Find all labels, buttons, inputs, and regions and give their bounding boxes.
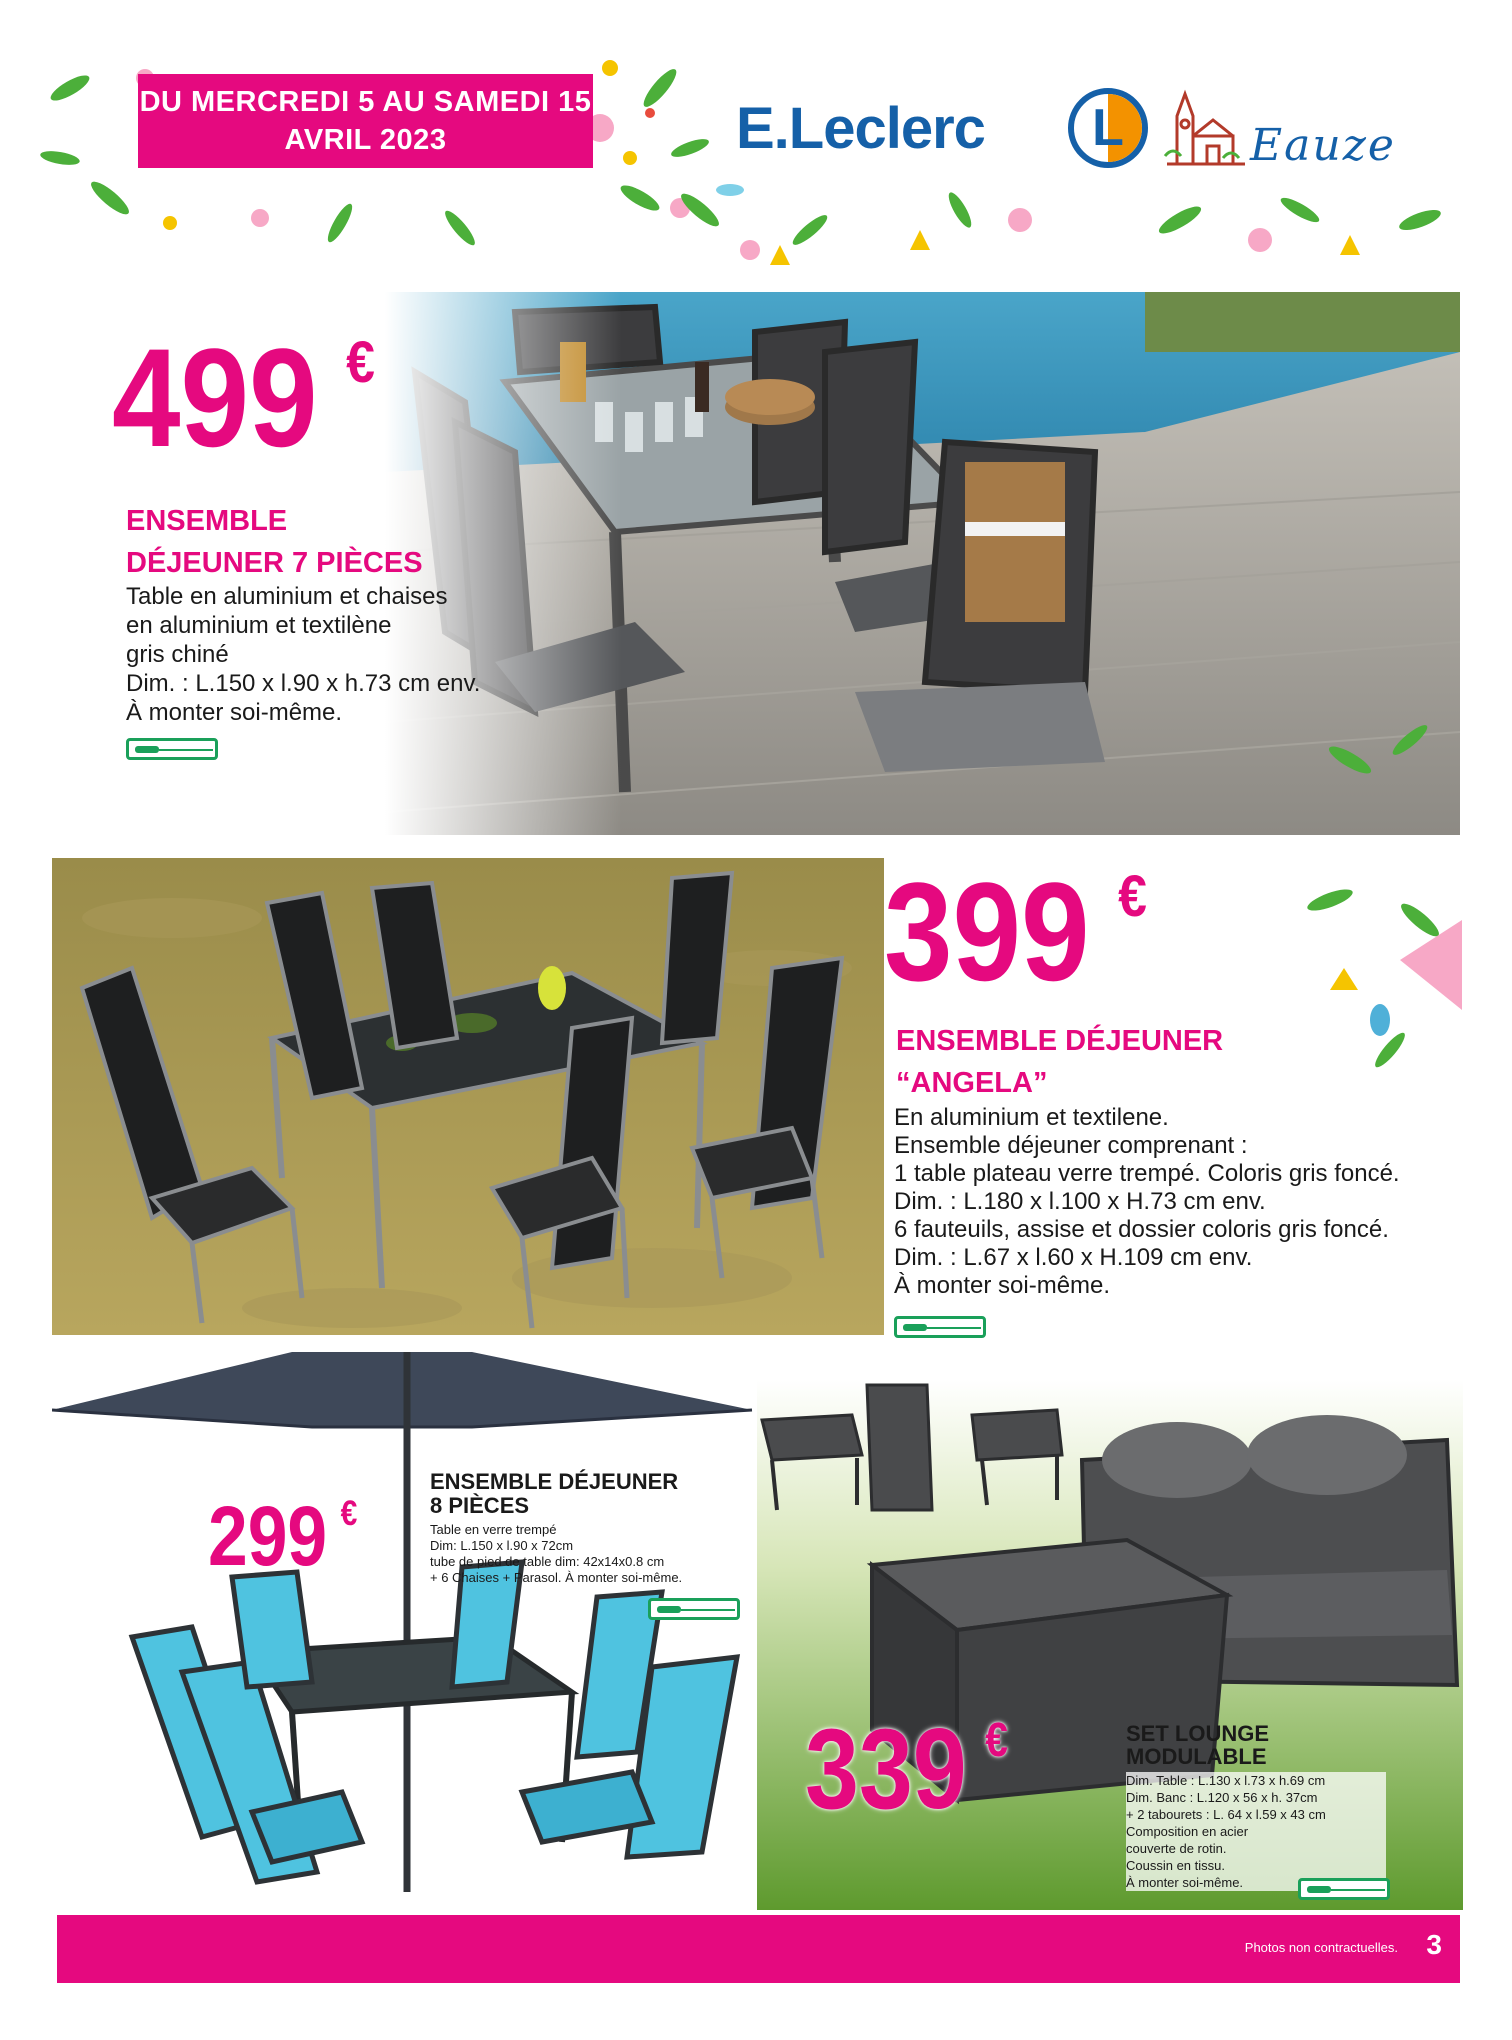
store-name: Eauze [1250, 120, 1396, 171]
footer-bar [57, 1915, 1460, 1983]
brand-name: E.Leclerc [736, 96, 985, 161]
product-1-description: Table en aluminium et chaises en aluminium et textilène gris chiné Dim. : L.150 x l.90 x h.73 cm env. À monter soi-même. [126, 583, 481, 726]
product-1-name: ENSEMBLE DÉJEUNER 7 PIÈCES [126, 505, 423, 579]
product-4-description: Dim. Table : L.130 x l.73 x h.69 cm Dim. Banc : L.120 x 56 x h. 37cm + 2 tabourets : L. 64 x l.59 x 43 cm Composition en acier couverte de rotin. Coussin en tissu. À monter soi-même. [1126, 1772, 1386, 1891]
product-3-name: ENSEMBLE DÉJEUNER 8 PIÈCES [430, 1469, 679, 1518]
product-photo-patio-set-8-pieces [52, 1352, 757, 1897]
product-3-description: Table en verre trempé Dim: L.150 x l.90 x 72cm tube de pied de table dim: 42x14x0.8 cm + 6 Chaises + Parasol. À monter soi-même. [430, 1522, 683, 1585]
currency-symbol: € [985, 1714, 1008, 1767]
flower-decoration-right [660, 180, 1460, 290]
currency-symbol: € [340, 1494, 358, 1533]
price-product-2: 399 € [884, 853, 1147, 1010]
currency-symbol: € [1118, 864, 1147, 929]
product-photo-angela-set [52, 858, 884, 1335]
product-2-name: ENSEMBLE DÉJEUNER “ANGELA” [896, 1025, 1224, 1099]
church-icon [1163, 86, 1249, 168]
logo-letter: L [1092, 99, 1124, 157]
product-2-description: En aluminium et textilene. Ensemble déjeuner comprenant : 1 table plateau verre trempé. Coloris gris foncé. Dim. : L.180 x l.100 x H.73 cm env. 6 fauteuils, assise et dossier coloris gris foncé. Dim. : L.67 x l.60 x H.109 cm env. À monter soi-même. [894, 1104, 1400, 1299]
price-product-4: 339 € [805, 1706, 1008, 1833]
currency-symbol: € [346, 330, 375, 395]
screwdriver-icon [126, 738, 218, 760]
date-banner: DU MERCREDI 5 AU SAMEDI 15 AVRIL 2023 [138, 74, 593, 168]
flower-decoration-side [1290, 720, 1462, 1100]
screwdriver-icon [648, 1598, 740, 1620]
screwdriver-icon [894, 1316, 986, 1338]
page-number: 3 [1426, 1929, 1442, 1960]
product-4-name: SET LOUNGE MODULABLE [1126, 1721, 1270, 1769]
price-product-1: 499 € [112, 319, 375, 476]
price-product-3: 299 € [208, 1489, 358, 1583]
disclaimer: Photos non contractuelles. [1244, 1940, 1398, 1955]
screwdriver-icon [1298, 1878, 1390, 1900]
leclerc-logo-icon [1068, 88, 1148, 168]
header [0, 0, 1512, 290]
